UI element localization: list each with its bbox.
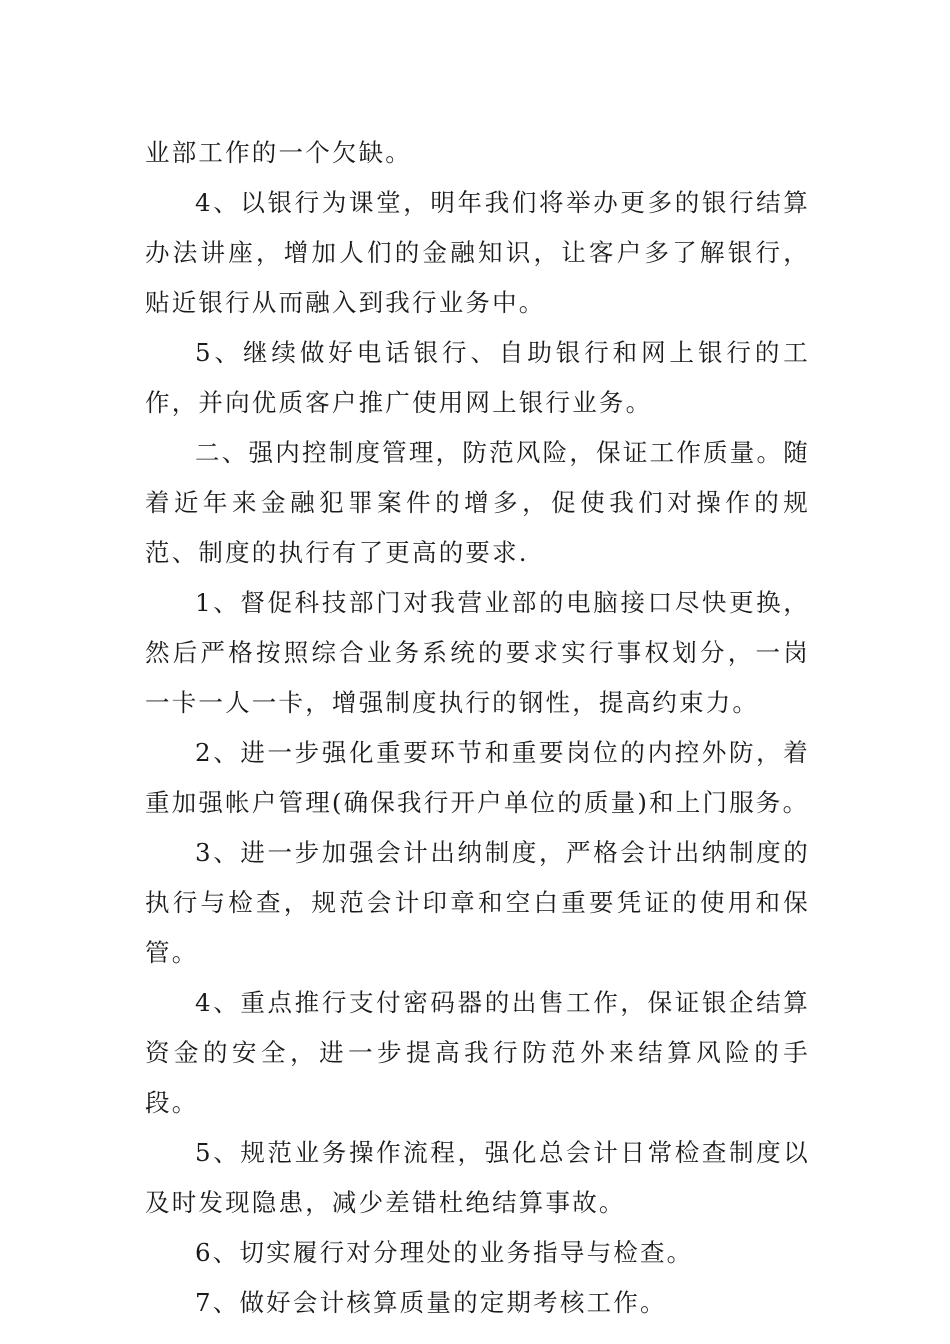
paragraph-section-2-heading: 二、强内控制度管理，防范风险，保证工作质量。随着近年来金融犯罪案件的增多，促使我们对操作的规范、制度的执行有了更高的要求. — [145, 438, 810, 567]
paragraph-item-1-tech: 1、督促科技部门对我营业部的电脑接口尽快更换，然后严格按照综合业务系统的要求实行事权划分，一岗一卡一人一卡，增强制度执行的钢性，提高约束力。 — [145, 588, 810, 717]
paragraph-item-5-ebanking: 5、继续做好电话银行、自助银行和网上银行的工作，并向优质客户推广使用网上银行业务。 — [145, 338, 810, 417]
paragraph-item-7-assessment: 7、做好会计核算质量的定期考核工作。 — [195, 1288, 667, 1317]
paragraph-continuation: 业部工作的一个欠缺。 — [145, 138, 412, 167]
paragraph-item-4-password: 4、重点推行支付密码器的出售工作，保证银企结算资金的安全，进一步提高我行防范外来结算风险的手段。 — [145, 988, 810, 1117]
paragraph-item-4-classroom: 4、以银行为课堂，明年我们将举办更多的银行结算办法讲座，增加人们的金融知识，让客户多了解银行，贴近银行从而融入到我行业务中。 — [145, 188, 810, 317]
paragraph-item-3-cashier: 3、进一步加强会计出纳制度，严格会计出纳制度的执行与检查，规范会计印章和空白重要凭证的使用和保管。 — [145, 838, 810, 967]
paragraph-item-2-control: 2、进一步强化重要环节和重要岗位的内控外防，着重加强帐户管理(确保我行开户单位的质量)和上门服务。 — [145, 738, 810, 817]
document-body — [145, 128, 810, 1328]
paragraph-item-6-guidance: 6、切实履行对分理处的业务指导与检查。 — [195, 1238, 694, 1267]
paragraph-item-5-process: 5、规范业务操作流程，强化总会计日常检查制度以及时发现隐患，减少差错杜绝结算事故。 — [145, 1138, 810, 1217]
